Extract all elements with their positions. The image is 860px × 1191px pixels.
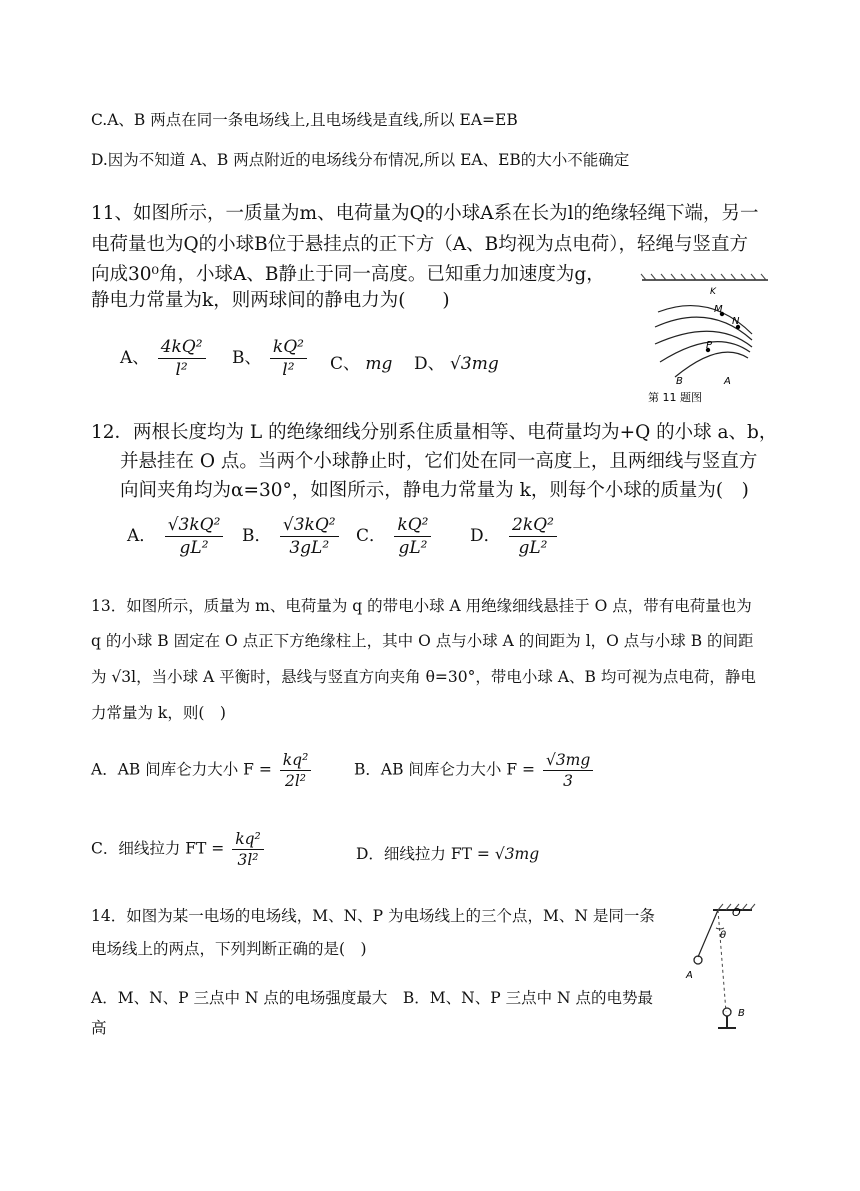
q13-option-c <box>91 830 267 869</box>
denominator: l² <box>175 360 188 380</box>
label-theta: θ <box>720 930 727 941</box>
denominator: gL² <box>518 538 548 558</box>
q14-option-line2: 高 <box>91 1019 107 1037</box>
option-prefix: C．细线拉力 FT = <box>91 839 225 858</box>
q13-option-d <box>356 842 539 864</box>
numerator: kQ² <box>394 515 431 537</box>
option-label: D、 <box>414 354 445 374</box>
fraction <box>270 337 307 380</box>
option-label: C． <box>356 526 387 546</box>
pendulum-figure <box>680 900 760 1040</box>
option-label: C、 <box>330 354 361 374</box>
numerator: kq² <box>280 751 312 771</box>
fraction <box>165 515 224 558</box>
q11-stem-line4: 静电力常量为k，则两球间的静电力为( ) <box>91 290 450 311</box>
q13-stem-line3: 为 √3l，当小球 A 平衡时，悬线与竖直方向夹角 θ=30°，带电小球 A、B 均可视为点电荷，静电 <box>91 668 756 686</box>
q12-option-a <box>127 515 226 558</box>
denominator: l² <box>282 360 295 380</box>
numerator: kq² <box>232 830 264 850</box>
fraction <box>158 337 206 380</box>
q10-option-c: C.A、B 两点在同一条电场线上,且电场线是直线,所以 EA=EB <box>91 111 518 129</box>
option-label: A、 <box>120 348 150 368</box>
fraction <box>280 751 312 790</box>
label-p: P <box>706 340 713 351</box>
option-label: B． <box>242 526 272 546</box>
numerator: 4kQ² <box>158 337 206 359</box>
denominator: 3l² <box>237 851 259 869</box>
q11-option-c <box>330 349 392 374</box>
fraction <box>543 751 593 790</box>
option-label: B、 <box>232 348 262 368</box>
q12-stem-line1: 12．两根长度均为 L 的绝缘细线分别系住质量相等、电荷量均为+Q 的小球 a、b， <box>91 422 778 443</box>
q12-stem-line3: 向间夹角均为α=30°，如图所示，静电力常量为 k，则每个小球的质量为( ) <box>120 480 749 501</box>
denominator: gL² <box>398 538 428 558</box>
option-prefix: B．AB 间库仑力大小 F = <box>354 760 535 779</box>
label-n: N <box>732 316 740 327</box>
numerator: 2kQ² <box>509 515 557 537</box>
denominator: gL² <box>179 538 209 558</box>
numerator: √3kQ² <box>280 515 339 537</box>
q11-option-b <box>232 337 310 380</box>
q12-option-b <box>242 515 342 558</box>
q13-stem-line4: 力常量为 k，则( ) <box>91 704 226 722</box>
fraction <box>232 830 264 869</box>
label-a: A <box>686 970 693 981</box>
denominator: 3 <box>563 772 574 790</box>
denominator: 3gL² <box>289 538 330 558</box>
option-value: √3mg <box>494 845 540 863</box>
q14-option-line1: A．M、N、P 三点中 N 点的电场强度最大 B．M、N、P 三点中 N 点的电势最 <box>91 989 653 1007</box>
label-m: M <box>714 304 723 315</box>
q11-option-d <box>414 349 499 374</box>
numerator: kQ² <box>270 337 307 359</box>
option-value: √3mg <box>450 354 499 374</box>
q11-stem-line2: 电荷量也为Q的小球B位于悬挂点的正下方（A、B均视为点电荷），轻绳与竖直方 <box>91 234 748 255</box>
figure-caption: 第 11 题图 <box>648 391 702 404</box>
fraction <box>280 515 339 558</box>
label-b: B <box>676 376 683 387</box>
q13-option-a <box>91 751 314 790</box>
q11-option-a <box>120 337 209 380</box>
q12-option-c <box>356 515 434 558</box>
option-label: A． <box>127 526 157 546</box>
label-k: K <box>710 287 716 297</box>
label-b: B <box>738 1008 745 1019</box>
q13-option-b <box>354 751 596 790</box>
q12-stem-line2: 并悬挂在 O 点。当两个小球静止时，它们处在同一高度上，且两细线与竖直方 <box>120 451 758 472</box>
option-prefix: A．AB 间库仑力大小 F = <box>91 760 272 779</box>
option-value: mg <box>365 354 393 374</box>
q11-stem-line1: 11、如图所示，一质量为m、电荷量为Q的小球A系在长为l的绝缘轻绳下端，另一 <box>91 203 759 224</box>
fraction <box>394 515 431 558</box>
denominator: 2l² <box>284 772 307 790</box>
q13-stem-line2: q 的小球 B 固定在 O 点正下方绝缘柱上，其中 O 点与小球 A 的间距为 l，O 点与小球 B 的间距 <box>91 632 754 650</box>
q11-stem-line3: 向成30⁰角，小球A、B静止于同一高度。已知重力加速度为g， <box>91 264 605 285</box>
q13-stem-line1: 13．如图所示，质量为 m、电荷量为 q 的带电小球 A 用绝缘细线悬挂于 O 点，带有电荷量也为 <box>91 597 752 615</box>
fraction <box>509 515 557 558</box>
label-a: A <box>724 376 731 387</box>
numerator: √3kQ² <box>165 515 224 537</box>
q12-option-d <box>470 515 560 558</box>
q14-stem-line2: 电场线上的两点，下列判断正确的是( ) <box>91 940 367 958</box>
q14-stem-line1: 14．如图为某一电场的电场线，M、N、P 为电场线上的三个点，M、N 是同一条 <box>91 907 655 925</box>
option-label: D． <box>470 526 501 546</box>
numerator: √3mg <box>543 751 593 771</box>
option-prefix: D．细线拉力 FT = <box>356 845 490 863</box>
q11-field-lines-figure <box>640 272 770 407</box>
q10-option-d: D.因为不知道 A、B 两点附近的电场线分布情况,所以 EA、EB的大小不能确定 <box>91 151 630 169</box>
label-o: O <box>732 906 741 919</box>
